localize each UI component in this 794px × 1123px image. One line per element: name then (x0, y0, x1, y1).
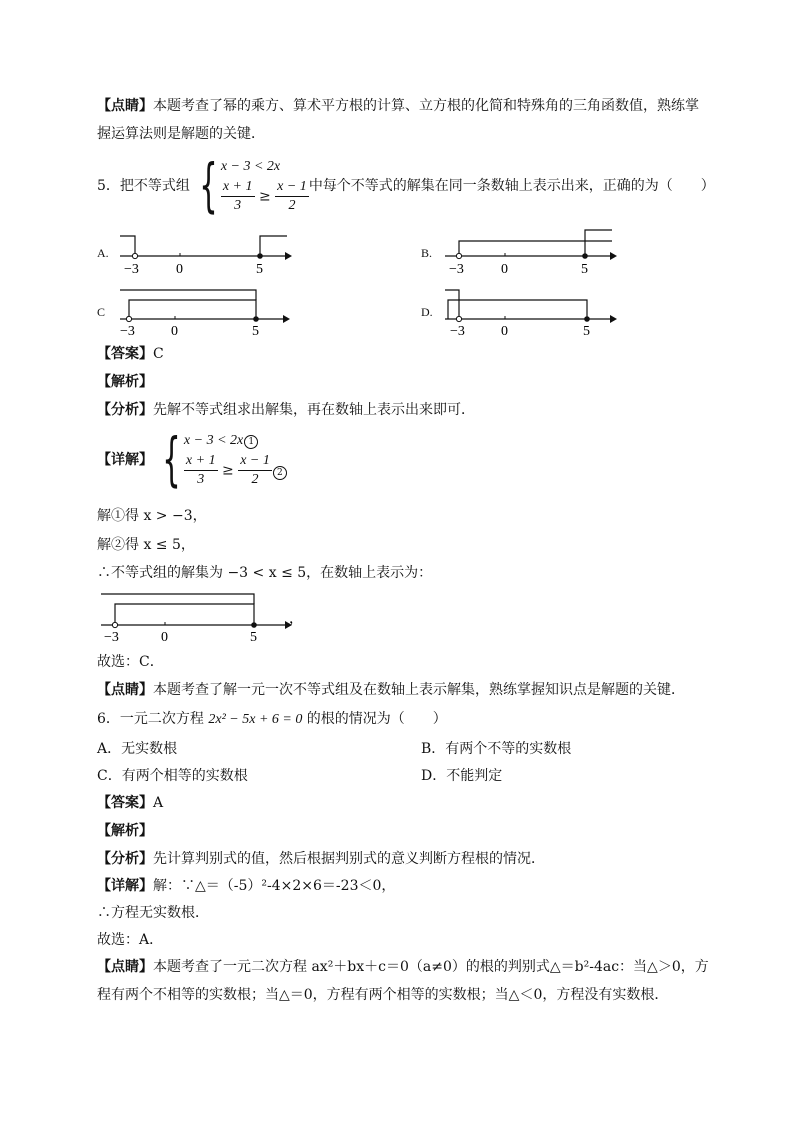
q5-analysis-label: 【解析】 (97, 374, 153, 390)
svg-text:0: 0 (501, 324, 508, 336)
inequality-system-solved: x − 3 < 2x 1 $\frac{x + 1}{3}$ ≥ $\frac{x - 1}{2}$ 2 (184, 429, 287, 489)
q5-answer: 【答案】C (97, 346, 164, 362)
svg-text:5: 5 (252, 324, 259, 336)
svg-text:−3: −3 (104, 630, 119, 644)
svg-text:5: 5 (256, 262, 263, 277)
q5-point: 【点睛】本题考查了解一元一次不等式组及在数轴上表示解集，熟练掌握知识点是解题的关键． (97, 682, 685, 698)
q6-option-d[interactable]: D．不能判定 (421, 768, 503, 784)
q6-fenxi: 【分析】先计算判别式的值，然后根据判别式的意义判断方程根的情况． (97, 851, 545, 867)
circled-1-icon: 1 (244, 435, 258, 449)
q5-solution-2: 解②得 x ≤ 5， (97, 537, 195, 553)
q6-stem: 6．一元二次方程 2x² − 5x + 6 = 0 的根的情况为（ ） (97, 711, 447, 727)
q5-stem-tail: 中每个不等式的解集在同一条数轴上表示出来，正确的为（ ） (308, 178, 715, 194)
svg-text:5: 5 (581, 262, 588, 277)
q5-solution-3: ∴不等式组的解集为 −3 < x ≤ 5，在数轴上表示为： (97, 565, 433, 581)
svg-text:5: 5 (583, 324, 590, 336)
q6-option-b[interactable]: B．有两个不等的实数根 (421, 741, 572, 757)
prev-point-line-1 (97, 96, 699, 116)
prev-point-line-2: 握运算法则是解题的关键． (97, 126, 265, 142)
svg-text:−3: −3 (449, 262, 464, 277)
option-c-label[interactable]: C (97, 305, 106, 319)
q6-point-line-2: 程有两个不相等的实数根；当△＝0，方程有两个相等的实数根；当△＜0，方程没有实数根． (97, 987, 669, 1003)
solution-number-line (97, 588, 307, 644)
option-b-label[interactable]: B. (421, 246, 433, 260)
q6-analysis-label: 【解析】 (97, 823, 153, 839)
q6-option-a[interactable]: A．无实数根 (97, 741, 178, 757)
q5-fenxi: 【分析】先解不等式组求出解集，再在数轴上表示出来即可． (97, 402, 475, 418)
option-c-number-line[interactable] (115, 284, 295, 336)
option-b-number-line[interactable] (440, 226, 620, 278)
option-a-number-line[interactable] (115, 228, 295, 278)
inequality-2 (221, 178, 309, 215)
ge-sign: ≥ (258, 188, 271, 204)
q5-solution-1: 解①得 x > −3， (97, 508, 207, 524)
svg-text:−3: −3 (124, 262, 139, 277)
fraction-1: $\frac{x + 1}{3}$ (222, 178, 253, 213)
option-d-label[interactable]: D. (421, 305, 433, 319)
q5-stem (97, 152, 715, 218)
brace-icon: { (199, 151, 218, 219)
point-label: 【点睛】 (97, 98, 153, 114)
q5-number: 5．把不等式组 (97, 178, 190, 194)
svg-text:0: 0 (161, 630, 168, 644)
q6-equation: 2x² − 5x + 6 = 0 (208, 712, 303, 727)
svg-text:0: 0 (176, 262, 183, 277)
svg-text:5: 5 (250, 630, 257, 644)
svg-text:−3: −3 (450, 324, 465, 336)
option-a-label[interactable]: A. (97, 246, 109, 260)
svg-text:0: 0 (501, 262, 508, 277)
svg-text:0: 0 (171, 324, 178, 336)
svg-text:−3: −3 (120, 324, 135, 336)
point-text: 本题考查了幂的乘方、算术平方根的计算、立方根的化简和特殊角的三角函数值，熟练掌 (153, 98, 699, 114)
fraction-2: $\frac{x - 1}{2}$ (277, 178, 307, 213)
q6-point-line-1: 【点睛】本题考查了一元二次方程 ax²＋bx＋c＝0（a≠0）的根的判别式△＝b²-4ac：当△＞0，方 (97, 959, 709, 975)
brace-icon: { (162, 425, 181, 493)
q6-xiangjie: 【详解】解：∵△＝（-5）²-4×2×6＝-23＜0， (97, 878, 396, 894)
q5-choice: 故选：C． (97, 654, 164, 670)
q6-answer: 【答案】A (97, 795, 164, 811)
inequality-system (221, 156, 309, 215)
circled-2-icon: 2 (273, 466, 287, 480)
inequality-1: x − 3 < 2x (220, 158, 281, 174)
option-d-number-line[interactable] (440, 284, 620, 336)
q6-conclusion: ∴方程无实数根． (97, 905, 209, 921)
q5-xiangjie: 【详解】 { x − 3 < 2x 1 $\frac{x + 1}{3}$ ≥ $\frac{x - 1}{2}$ 2 (97, 426, 287, 492)
q6-option-c[interactable]: C．有两个相等的实数根 (97, 768, 248, 784)
q6-choice: 故选：A． (97, 932, 164, 948)
svg-text:，: ， (289, 612, 303, 627)
